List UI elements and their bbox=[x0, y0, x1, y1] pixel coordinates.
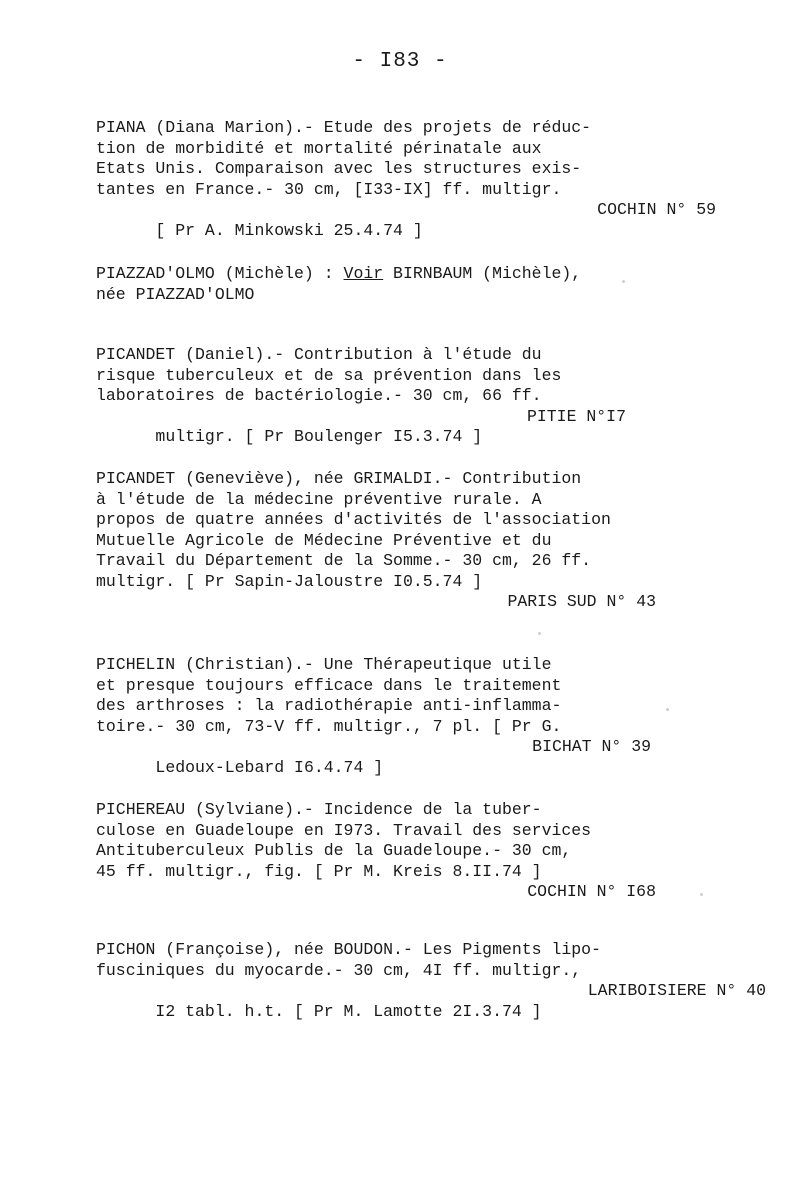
entry-line bbox=[96, 200, 716, 240]
bibliography-entry-picandet-genevieve bbox=[96, 469, 716, 613]
entry-line: Travail du Département de la Somme.- 30 cm, 26 ff. bbox=[96, 551, 592, 570]
bibliography-entry-piazzadolmo bbox=[96, 264, 716, 305]
entry-line: PICHON (Françoise), née BOUDON.- Les Pigments lipo- bbox=[96, 940, 601, 959]
entry-line-text: I2 tabl. h.t. [ Pr M. Lamotte 2I.3.74 ] bbox=[155, 1001, 542, 1021]
scan-speck bbox=[622, 280, 625, 283]
bibliography-entry-pichelin bbox=[96, 655, 716, 777]
entry-line: Mutuelle Agricole de Médecine Préventive et du bbox=[96, 530, 552, 550]
location-label: PITIE N°I7 bbox=[526, 406, 626, 426]
entry-line: à l'étude de la médecine préventive rurale. A bbox=[96, 489, 542, 509]
location-label: BICHAT N° 39 bbox=[532, 737, 651, 756]
bibliography-entry-piana bbox=[96, 118, 716, 240]
entry-line: née PIAZZAD'OLMO bbox=[96, 284, 255, 304]
entry-line: multigr. [ Pr Sapin-Jaloustre I0.5.74 ] bbox=[96, 571, 483, 591]
entry-line-text: multigr. [ Pr Boulenger I5.3.74 ] bbox=[155, 427, 483, 446]
page-number: - I83 - bbox=[352, 50, 448, 73]
entry-line: toire.- 30 cm, 73-V ff. multigr., 7 pl. [ Pr G. bbox=[96, 716, 562, 736]
entry-line: PICHEREAU (Sylviane).- Incidence de la tuber- bbox=[96, 800, 542, 819]
entry-line: propos de quatre années d'activités de l'association bbox=[96, 510, 611, 529]
entry-line: PICANDET (Geneviève), née GRIMALDI.- Contribution bbox=[96, 469, 582, 488]
entry-line: Antituberculeux Publis de la Guadeloupe.- 30 cm, bbox=[96, 841, 572, 860]
entry-line: Etats Unis. Comparaison avec les structures exis- bbox=[96, 159, 582, 178]
entry-line bbox=[96, 592, 716, 613]
entry-line: fusciniques du myocarde.- 30 cm, 4I ff. multigr., bbox=[96, 960, 582, 980]
scan-speck bbox=[666, 708, 669, 711]
entry-line: tantes en France.- 30 cm, [I33-IX] ff. multigr. bbox=[96, 179, 562, 199]
entry-line-rest: BIRNBAUM (Michèle), bbox=[383, 264, 582, 283]
entry-line: 45 ff. multigr., fig. [ Pr M. Kreis 8.II.74 ] bbox=[96, 861, 542, 881]
location-label: PARIS SUD N° 43 bbox=[507, 592, 656, 611]
entry-line bbox=[96, 981, 766, 1021]
entry-line: et presque toujours efficace dans le traitement bbox=[96, 675, 562, 695]
entry-line-text: Ledoux-Lebard I6.4.74 ] bbox=[155, 757, 384, 777]
entry-line: culose en Guadeloupe en I973. Travail des services bbox=[96, 820, 592, 840]
entry-line: des arthroses : la radiothérapie anti-inflamma- bbox=[96, 696, 562, 715]
entry-line-name: PIAZZAD'OLMO (Michèle) : bbox=[96, 264, 344, 283]
entry-line: PICANDET (Daniel).- Contribution à l'étude du bbox=[96, 345, 542, 364]
bibliography-entry-picandet-daniel bbox=[96, 345, 716, 446]
entry-line: tion de morbidité et mortalité périnatale aux bbox=[96, 138, 542, 158]
entry-line bbox=[96, 737, 716, 777]
bibliography-entry-pichereau bbox=[96, 800, 716, 903]
bibliography-entry-pichon bbox=[96, 940, 766, 1021]
location-label: COCHIN N° I68 bbox=[527, 882, 656, 901]
entry-line: risque tuberculeux et de sa prévention dans les bbox=[96, 365, 562, 385]
entry-line bbox=[96, 882, 716, 903]
scan-speck bbox=[700, 893, 703, 896]
entry-line: PIANA (Diana Marion).- Etude des projets de réduc- bbox=[96, 118, 592, 137]
entry-line-text: [ Pr A. Minkowski 25.4.74 ] bbox=[155, 220, 423, 240]
scan-speck bbox=[538, 632, 541, 635]
entry-line bbox=[96, 406, 716, 446]
voir-link-text: Voir bbox=[343, 264, 384, 283]
entry-line: laboratoires de bactériologie.- 30 cm, 66 ff. bbox=[96, 386, 542, 405]
location-label: COCHIN N° 59 bbox=[597, 200, 716, 219]
entry-line: PICHELIN (Christian).- Une Thérapeutique utile bbox=[96, 655, 552, 674]
location-label: LARIBOISIERE N° 40 bbox=[587, 981, 766, 1000]
